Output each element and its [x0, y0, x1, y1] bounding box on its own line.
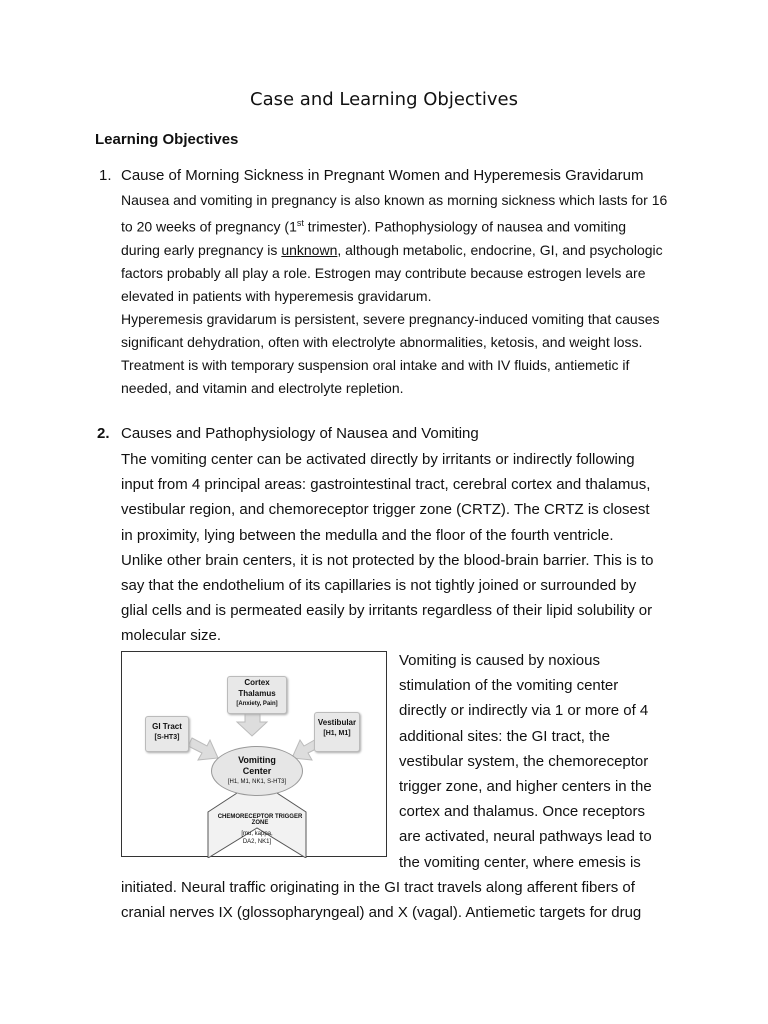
page-title: Case and Learning Objectives	[250, 89, 518, 110]
text-line: directly or indirectly via 1 or more of 4	[399, 702, 649, 720]
item-1-body	[121, 189, 701, 400]
text-line: the vomiting center, where emesis is	[399, 853, 641, 871]
item-1-number: 1.	[99, 167, 112, 184]
text-line: in proximity, lying between the medulla and the floor of the fourth ventricle.	[121, 526, 614, 544]
text-line: Treatment is with temporary suspension oral intake and with IV fluids, antiemetic if	[121, 356, 630, 373]
text-line: Unlike other brain centers, it is not protected by the blood-brain barrier. This is to	[121, 551, 654, 569]
text-line: needed, and vitamin and electrolyte repletion.	[121, 379, 404, 396]
text-line: factors probably all play a role. Estrogen may contribute because estrogen levels are	[121, 264, 646, 281]
cortex-thalamus-box: Cortex Thalamus [Anxiety, Pain]	[227, 676, 287, 714]
text-line: Hyperemesis gravidarum is persistent, severe pregnancy-induced vomiting that causes	[121, 310, 660, 327]
item-2-body	[121, 447, 691, 649]
text-line: vestibular region, and chemoreceptor trigger zone (CRTZ). The CRTZ is closest	[121, 501, 650, 519]
gi-tract-box: GI Tract [S-HT3]	[145, 716, 189, 752]
item-1-title: Cause of Morning Sickness in Pregnant Women and Hyperemesis Gravidarum	[121, 167, 644, 184]
vestibular-box: Vestibular [H1, M1]	[314, 712, 360, 752]
vomiting-pathway-figure	[121, 651, 387, 857]
text-line: Nausea and vomiting in pregnancy is also known as morning sickness which lasts for 16	[121, 192, 668, 208]
text-line: initiated. Neural traffic originating in the GI tract travels along afferent fibers of	[121, 879, 635, 896]
text-line: additional sites: the GI tract, the	[399, 727, 610, 745]
vomiting-center-ellipse: Vomiting Center [H1, M1, NK1, S-HT3]	[211, 746, 303, 796]
text-line: during early pregnancy is unknown, although metabolic, endocrine, GI, and psychologic	[121, 241, 663, 258]
text-line: stimulation of the vomiting center	[399, 677, 619, 695]
text-line: vestibular system, the chemoreceptor	[399, 752, 649, 770]
text-line: to 20 weeks of pregnancy (1st trimester). Pathophysiology of nausea and vomiting	[121, 218, 627, 235]
text-line: cortex and thalamus. Once receptors	[399, 803, 645, 821]
ctz-receptors: [mu, kappa, DA2, NK1]	[241, 831, 273, 845]
section-heading: Learning Objectives	[95, 131, 239, 148]
text-line: cranial nerves IX (glossopharyngeal) and X (vagal). Antiemetic targets for drug	[121, 904, 642, 922]
emphasis-unknown: unknown	[281, 241, 338, 258]
after-figure-text	[121, 875, 691, 925]
text-line: Vomiting is caused by noxious	[399, 652, 600, 669]
text-line: The vomiting center can be activated directly by irritants or indirectly following	[121, 451, 635, 468]
text-line: are activated, neural pathways lead to	[399, 828, 652, 846]
text-line: glial cells and is permeated easily by irritants regardless of their lipid solubility or	[121, 602, 653, 620]
text-line: elevated in patients with hyperemesis gravidarum.	[121, 287, 432, 304]
text-line: say that the endothelium of its capillaries is not tightly joined or surrounded by	[121, 577, 637, 595]
item-2-number: 2.	[97, 425, 110, 442]
text-line: significant dehydration, often with electrolyte abnormalities, ketosis, and weight loss.	[121, 333, 643, 350]
text-line: molecular size.	[121, 627, 222, 645]
text-line: input from 4 principal areas: gastrointestinal tract, cerebral cortex and thalamus,	[121, 476, 651, 494]
text-line: trigger zone, and higher centers in the	[399, 778, 652, 796]
item-2-title: Causes and Pathophysiology of Nausea and Vomiting	[121, 425, 479, 442]
figure-side-text	[399, 648, 689, 875]
ctz-label: CHEMORECEPTOR TRIGGER ZONE	[217, 814, 303, 826]
